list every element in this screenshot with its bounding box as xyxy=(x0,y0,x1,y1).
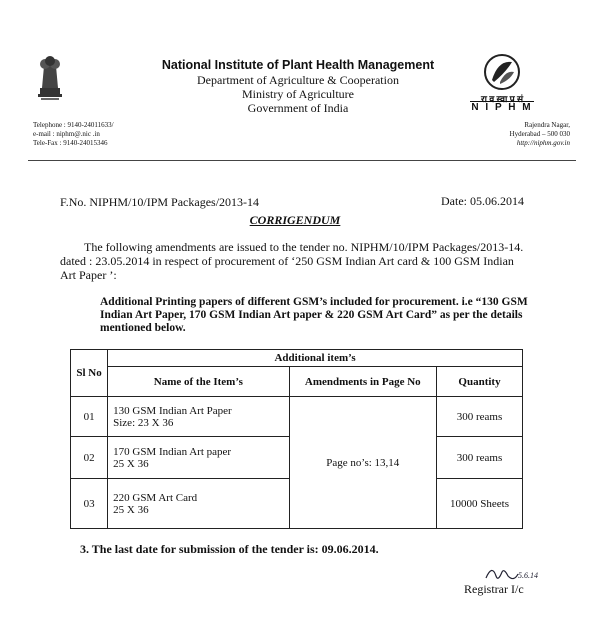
row-quantity: 10000 Sheets xyxy=(437,479,523,529)
row-sl: 01 xyxy=(71,397,108,437)
row-quantity: 300 reams xyxy=(437,397,523,437)
item-name: 170 GSM Indian Art paper xyxy=(113,445,232,458)
table-row xyxy=(71,397,523,437)
signatory: Registrar I/c xyxy=(464,582,524,596)
row-item xyxy=(108,397,289,437)
row-item xyxy=(108,479,289,529)
row-sl: 03 xyxy=(71,479,108,529)
department-line: Department of Agriculture & Cooperation xyxy=(197,73,399,87)
item-name: 130 GSM Indian Art Paper xyxy=(113,404,232,417)
intro-line-2: dated : 23.05.2014 in respect of procurement of ‘250 GSM Indian Art card & 100 GSM Indian xyxy=(60,254,514,268)
col-header-amendments: Amendments in Page No xyxy=(289,367,436,397)
address-line-2: Hyderabad – 500 030 xyxy=(509,130,570,138)
ministry-line: Ministry of Agriculture xyxy=(242,87,354,101)
col-header-quantity: Quantity xyxy=(437,367,523,397)
intro-line-1: The following amendments are issued to the tender no. NIPHM/10/IPM Packages/2013-14. xyxy=(84,240,524,254)
row-quantity: 300 reams xyxy=(437,437,523,479)
telephone: Telephone : 9140-24011633/ xyxy=(33,121,114,129)
last-date-notice: 3. The last date for submission of the tender is: 09.06.2014. xyxy=(80,542,379,556)
intro-line-3: Art Paper ’: xyxy=(60,268,117,282)
email: e-mail : niphm@.nic .in xyxy=(33,130,100,138)
item-name: 220 GSM Art Card xyxy=(113,491,198,504)
col-header-name: Name of the Item’s xyxy=(108,367,289,397)
row-item xyxy=(108,437,289,479)
intro-paragraph xyxy=(60,240,542,282)
signature-date: 5.6.14 xyxy=(518,571,538,580)
items-table xyxy=(70,349,523,529)
additional-papers-paragraph: Additional Printing papers of different GSM’s included for procurement. i.e “130 GSM Indian Art Paper, 170 GSM Indian Art paper & 220 GSM Art Card” as per the details mentioned below. xyxy=(100,296,528,334)
institute-name: National Institute of Plant Health Management xyxy=(161,58,435,72)
item-size: 25 X 36 xyxy=(113,457,149,470)
address-line-1: Rajendra Nagar, xyxy=(524,121,570,129)
header-divider xyxy=(28,160,576,161)
col-header-sl: Sl No xyxy=(71,350,108,397)
amendment-pages: Page no’s: 13,14 xyxy=(289,397,436,529)
website-link[interactable]: http://niphm.gov.in xyxy=(516,139,570,147)
government-line: Government of India xyxy=(247,101,349,115)
telefax: Tele-Fax : 9140-24015346 xyxy=(33,139,108,147)
row-sl: 02 xyxy=(71,437,108,479)
national-emblem-icon xyxy=(32,52,68,102)
item-size: Size: 23 X 36 xyxy=(113,416,174,429)
group-header: Additional item’s xyxy=(108,350,523,367)
niphm-logo-icon xyxy=(480,52,524,92)
logo-abbreviation: N I P H M xyxy=(471,102,533,113)
document-title: CORRIGENDUM xyxy=(249,213,341,227)
file-number: F.No. NIPHM/10/IPM Packages/2013-14 xyxy=(60,195,260,209)
document-date: Date: 05.06.2014 xyxy=(441,194,524,208)
logo-hindi-text: रा व स्वा प्र सं xyxy=(480,94,524,104)
item-size: 25 X 36 xyxy=(113,503,149,516)
